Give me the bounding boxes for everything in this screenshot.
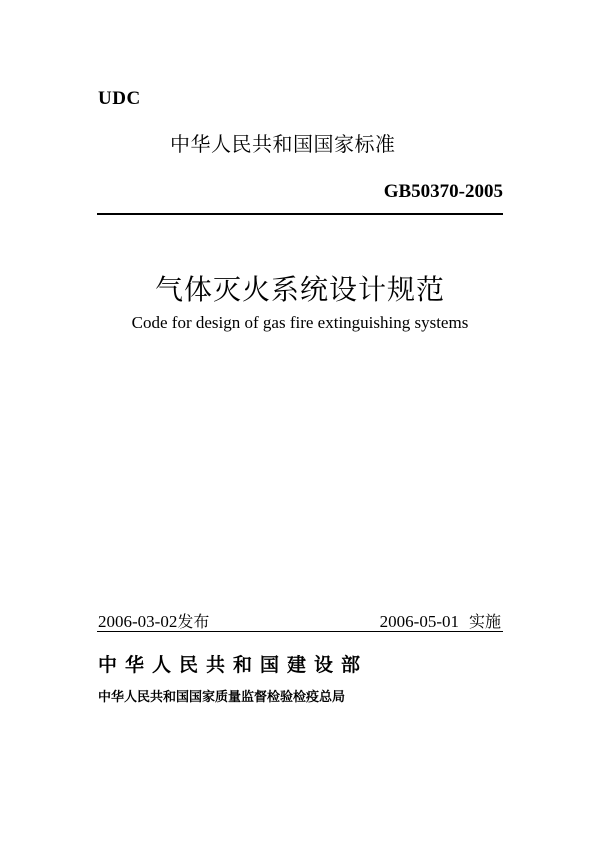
- issue-date: [98, 609, 209, 632]
- implement-date-value: 2006-05-01: [379, 612, 459, 631]
- title-english: Code for design of gas fire extinguishing systems: [131, 313, 469, 332]
- implement-label: 实施: [468, 612, 501, 631]
- standard-number: GB50370-2005: [383, 181, 503, 202]
- top-divider: [97, 213, 503, 215]
- title-chinese: 气体灭火系统设计规范: [154, 273, 445, 306]
- issuer-primary: 中华人民共和国建设部: [98, 654, 369, 676]
- issue-date-value: 2006-03-02: [98, 612, 178, 631]
- bottom-divider: [97, 631, 503, 632]
- implement-date: [380, 609, 501, 632]
- issue-label: 发布: [177, 612, 210, 631]
- standard-type: 中华人民共和国国家标准: [170, 132, 396, 156]
- issuer-secondary: 中华人民共和国国家质量监督检验检疫总局: [98, 690, 346, 705]
- udc-label: UDC: [98, 88, 141, 109]
